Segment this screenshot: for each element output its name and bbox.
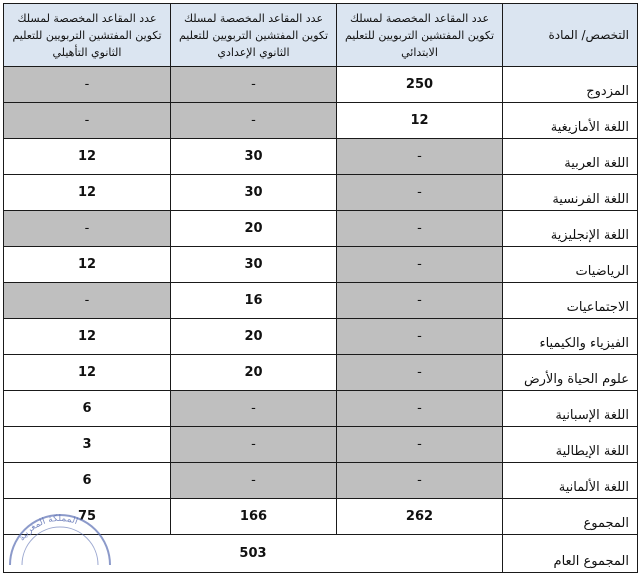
total-primary: 262 — [337, 499, 503, 535]
cell-primary: - — [337, 427, 503, 463]
cell-middle: 20 — [171, 355, 337, 391]
table-row — [4, 103, 638, 139]
cell-subject: اللغة الإيطالية — [503, 427, 638, 463]
cell-middle: - — [171, 67, 337, 103]
cell-middle: 20 — [171, 211, 337, 247]
cell-subject: المزدوج — [503, 67, 638, 103]
cell-middle: 30 — [171, 247, 337, 283]
cell-secondary: - — [4, 103, 171, 139]
total-label: المجموع — [503, 499, 638, 535]
cell-middle: 16 — [171, 283, 337, 319]
table-row — [4, 319, 638, 355]
table-row — [4, 211, 638, 247]
header-primary: عدد المقاعد المخصصة لمسلك تكوين المفتشين التربويين للتعليم الابتدائي — [337, 4, 503, 67]
cell-middle: 30 — [171, 175, 337, 211]
cell-secondary: - — [4, 283, 171, 319]
table-body — [4, 67, 638, 573]
cell-primary: - — [337, 319, 503, 355]
header-secondary: عدد المقاعد المخصصة لمسلك تكوين المفتشين التربويين للتعليم الثانوي التأهيلي — [4, 4, 171, 67]
cell-primary: - — [337, 247, 503, 283]
table-row — [4, 391, 638, 427]
cell-secondary: - — [4, 211, 171, 247]
cell-subject: الرياضيات — [503, 247, 638, 283]
cell-secondary: 12 — [4, 175, 171, 211]
seats-table — [3, 3, 638, 573]
table-row — [4, 283, 638, 319]
cell-primary: - — [337, 139, 503, 175]
cell-middle: - — [171, 463, 337, 499]
grand-total-label: المجموع العام — [503, 535, 638, 573]
header-row — [4, 4, 638, 67]
table-row — [4, 463, 638, 499]
cell-subject: اللغة الفرنسية — [503, 175, 638, 211]
table-row — [4, 427, 638, 463]
header-subject: التخصص/ المادة — [503, 4, 638, 67]
cell-subject: اللغة العربية — [503, 139, 638, 175]
total-middle: 166 — [171, 499, 337, 535]
header-middle: عدد المقاعد المخصصة لمسلك تكوين المفتشين التربويين للتعليم الثانوي الإعدادي — [171, 4, 337, 67]
cell-middle: - — [171, 427, 337, 463]
cell-secondary: 12 — [4, 247, 171, 283]
total-secondary: 75 — [4, 499, 171, 535]
table-row — [4, 175, 638, 211]
cell-secondary: 12 — [4, 319, 171, 355]
cell-primary: 250 — [337, 67, 503, 103]
cell-primary: 12 — [337, 103, 503, 139]
cell-middle: - — [171, 103, 337, 139]
seal-text: المملكة المغربية — [17, 513, 80, 544]
cell-primary: - — [337, 391, 503, 427]
cell-middle: - — [171, 391, 337, 427]
cell-subject: الاجتماعيات — [503, 283, 638, 319]
cell-subject: اللغة الأمازيغية — [503, 103, 638, 139]
cell-secondary: 12 — [4, 139, 171, 175]
cell-secondary: 6 — [4, 391, 171, 427]
grand-total-value: 503 — [4, 535, 503, 573]
cell-primary: - — [337, 211, 503, 247]
cell-secondary: 6 — [4, 463, 171, 499]
cell-primary: - — [337, 283, 503, 319]
cell-middle: 20 — [171, 319, 337, 355]
table-row — [4, 355, 638, 391]
cell-subject: اللغة الإسبانية — [503, 391, 638, 427]
cell-secondary: - — [4, 67, 171, 103]
official-seal-stamp — [2, 509, 114, 565]
cell-primary: - — [337, 355, 503, 391]
table-row — [4, 67, 638, 103]
table-row — [4, 247, 638, 283]
cell-secondary: 3 — [4, 427, 171, 463]
cell-subject: الفيزياء والكيمياء — [503, 319, 638, 355]
cell-middle: 30 — [171, 139, 337, 175]
cell-primary: - — [337, 463, 503, 499]
cell-subject: علوم الحياة والأرض — [503, 355, 638, 391]
cell-subject: اللغة الإنجليزية — [503, 211, 638, 247]
cell-subject: اللغة الألمانية — [503, 463, 638, 499]
cell-primary: - — [337, 175, 503, 211]
cell-secondary: 12 — [4, 355, 171, 391]
table-row — [4, 139, 638, 175]
